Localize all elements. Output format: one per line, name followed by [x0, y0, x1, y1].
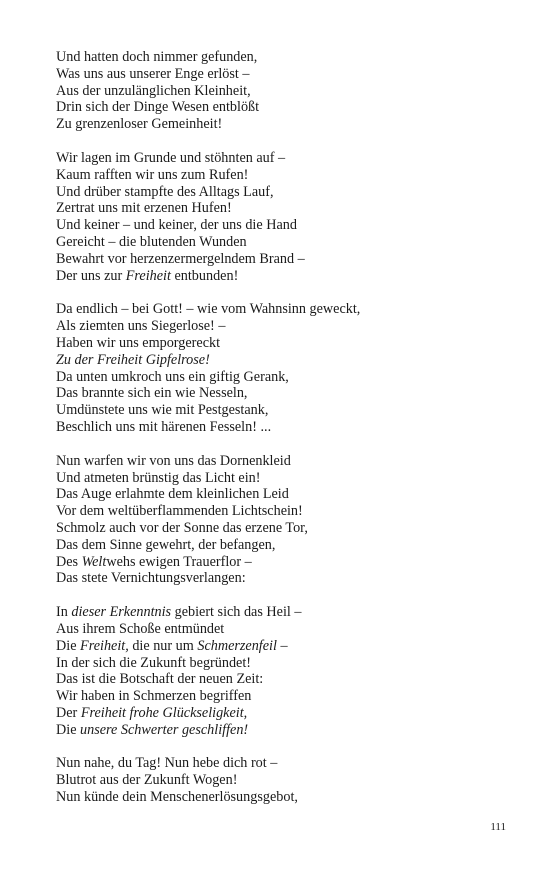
poem-line	[56, 184, 516, 201]
stanza	[56, 301, 516, 435]
text-segment: Da unten umkroch uns ein giftig Gerank,	[56, 368, 289, 385]
poem-line	[56, 621, 516, 638]
poem-line	[56, 722, 516, 739]
text-segment: Was uns aus unserer Enge erlöst –	[56, 65, 250, 82]
stanza	[56, 49, 516, 133]
poem-line	[56, 503, 516, 520]
poem-line	[56, 217, 516, 234]
text-segment: Aus ihrem Schoße entmündet	[56, 620, 225, 637]
text-segment: Schmolz auch vor der Sonne das erzene Tor,	[56, 519, 308, 536]
italic-text: Freiheit	[125, 267, 171, 284]
text-segment: Kaum rafften wir uns zum Rufen!	[56, 166, 249, 183]
poem-line	[56, 318, 516, 335]
text-segment: Und hatten doch nimmer gefunden,	[56, 49, 258, 65]
poem-line	[56, 150, 516, 167]
text-segment: Gereicht – die blutenden Wunden	[56, 233, 247, 250]
italic-text: Freiheit,	[80, 637, 129, 654]
italic-text: Schmerzenfeil	[197, 637, 277, 654]
text-segment: Das brannte sich ein wie Nesseln,	[56, 385, 248, 402]
poem-line	[56, 537, 516, 554]
poem-line	[56, 570, 516, 587]
text-segment: –	[276, 637, 288, 654]
stanza	[56, 453, 516, 587]
poem-line	[56, 755, 516, 772]
poem-line	[56, 604, 516, 621]
text-segment: Und drüber stampfte des Alltags Lauf,	[56, 183, 274, 200]
poem-line	[56, 200, 516, 217]
poem-line	[56, 638, 516, 655]
poem-line	[56, 268, 516, 285]
page-number: 111	[490, 821, 506, 833]
poem-line	[56, 402, 516, 419]
text-segment: Drin sich der Dinge Wesen entblößt	[56, 99, 260, 116]
poem-line	[56, 335, 516, 352]
text-segment: entbunden!	[170, 267, 239, 284]
poem-line	[56, 301, 516, 318]
text-segment: Umdünstete uns wie mit Pestgestank,	[56, 402, 269, 419]
poem-line	[56, 49, 516, 66]
poem-line	[56, 234, 516, 251]
stanza	[56, 150, 516, 284]
poem-line	[56, 116, 516, 133]
italic-text: unsere Schwerter geschliffen!	[80, 721, 249, 738]
poem-line	[56, 554, 516, 571]
text-segment: Das stete Vernichtungsverlangen:	[56, 570, 246, 587]
poem-line	[56, 486, 516, 503]
poem-line	[56, 167, 516, 184]
text-segment: Und keiner – und keiner, der uns die Hand	[56, 217, 297, 234]
poem-line	[56, 671, 516, 688]
text-segment: Des	[56, 553, 82, 570]
poem-line	[56, 688, 516, 705]
text-segment: Nun warfen wir von uns das Dornenkleid	[56, 452, 291, 469]
poem-line	[56, 99, 516, 116]
poem-line	[56, 369, 516, 386]
poem-line	[56, 419, 516, 436]
poem-line	[56, 789, 516, 806]
text-segment: wehs ewigen Trauerflor –	[106, 553, 252, 570]
poem-line	[56, 83, 516, 100]
text-segment: In der sich die Zukunft begründet!	[56, 654, 252, 671]
italic-text: dieser Erkenntnis	[71, 604, 172, 621]
italic-text: Welt	[81, 553, 107, 570]
text-segment: Der uns zur	[56, 267, 126, 284]
text-segment: gebiert sich das Heil –	[171, 604, 302, 621]
text-segment: Blutrot aus der Zukunft Wogen!	[56, 772, 238, 789]
text-segment: Da endlich – bei Gott! – wie vom Wahnsinn geweckt,	[56, 301, 361, 318]
poem-line	[56, 453, 516, 470]
text-segment: Das dem Sinne gewehrt, der befangen,	[56, 536, 276, 553]
italic-text: Freiheit frohe Glückseligkeit,	[80, 704, 248, 721]
text-segment: Beschlich uns mit härenen Fesseln! ...	[56, 418, 272, 435]
text-segment: Das Auge erlahmte dem kleinlichen Leid	[56, 486, 289, 503]
text-segment: die nur um	[128, 637, 198, 654]
text-segment: Haben wir uns emporgereckt	[56, 334, 221, 351]
text-segment: Zertrat uns mit erzenen Hufen!	[56, 200, 232, 217]
text-segment: Der	[56, 704, 81, 721]
text-segment: Nun nahe, du Tag! Nun hebe dich rot –	[56, 755, 278, 772]
italic-text: Zu der Freiheit Gipfelrose!	[56, 351, 210, 368]
poem-line	[56, 352, 516, 369]
text-segment: In	[56, 604, 72, 621]
text-segment: Die	[56, 637, 81, 654]
poem-line	[56, 705, 516, 722]
text-segment: Vor dem weltüberflammenden Lichtschein!	[56, 503, 303, 520]
text-segment: Bewahrt vor herzenzermergelndem Brand –	[56, 250, 305, 267]
poem-text	[56, 49, 516, 823]
text-segment: Als ziemten uns Siegerlose! –	[56, 318, 226, 335]
text-segment: Wir lagen im Grunde und stöhnten auf –	[56, 149, 286, 166]
poem-line	[56, 520, 516, 537]
poem-line	[56, 772, 516, 789]
poem-line	[56, 470, 516, 487]
text-segment: Zu grenzenloser Gemeinheit!	[56, 116, 223, 133]
poem-line	[56, 655, 516, 672]
text-segment: Das ist die Botschaft der neuen Zeit:	[56, 671, 264, 688]
stanza	[56, 755, 516, 805]
text-segment: Die	[56, 721, 81, 738]
text-segment: Und atmeten brünstig das Licht ein!	[56, 469, 261, 486]
stanza	[56, 604, 516, 738]
text-segment: Nun künde dein Menschenerlösungsgebot,	[56, 789, 298, 806]
poem-line	[56, 251, 516, 268]
poem-line	[56, 66, 516, 83]
poem-line	[56, 385, 516, 402]
text-segment: Aus der unzulänglichen Kleinheit,	[56, 82, 251, 99]
text-segment: Wir haben in Schmerzen begriffen	[56, 688, 252, 705]
